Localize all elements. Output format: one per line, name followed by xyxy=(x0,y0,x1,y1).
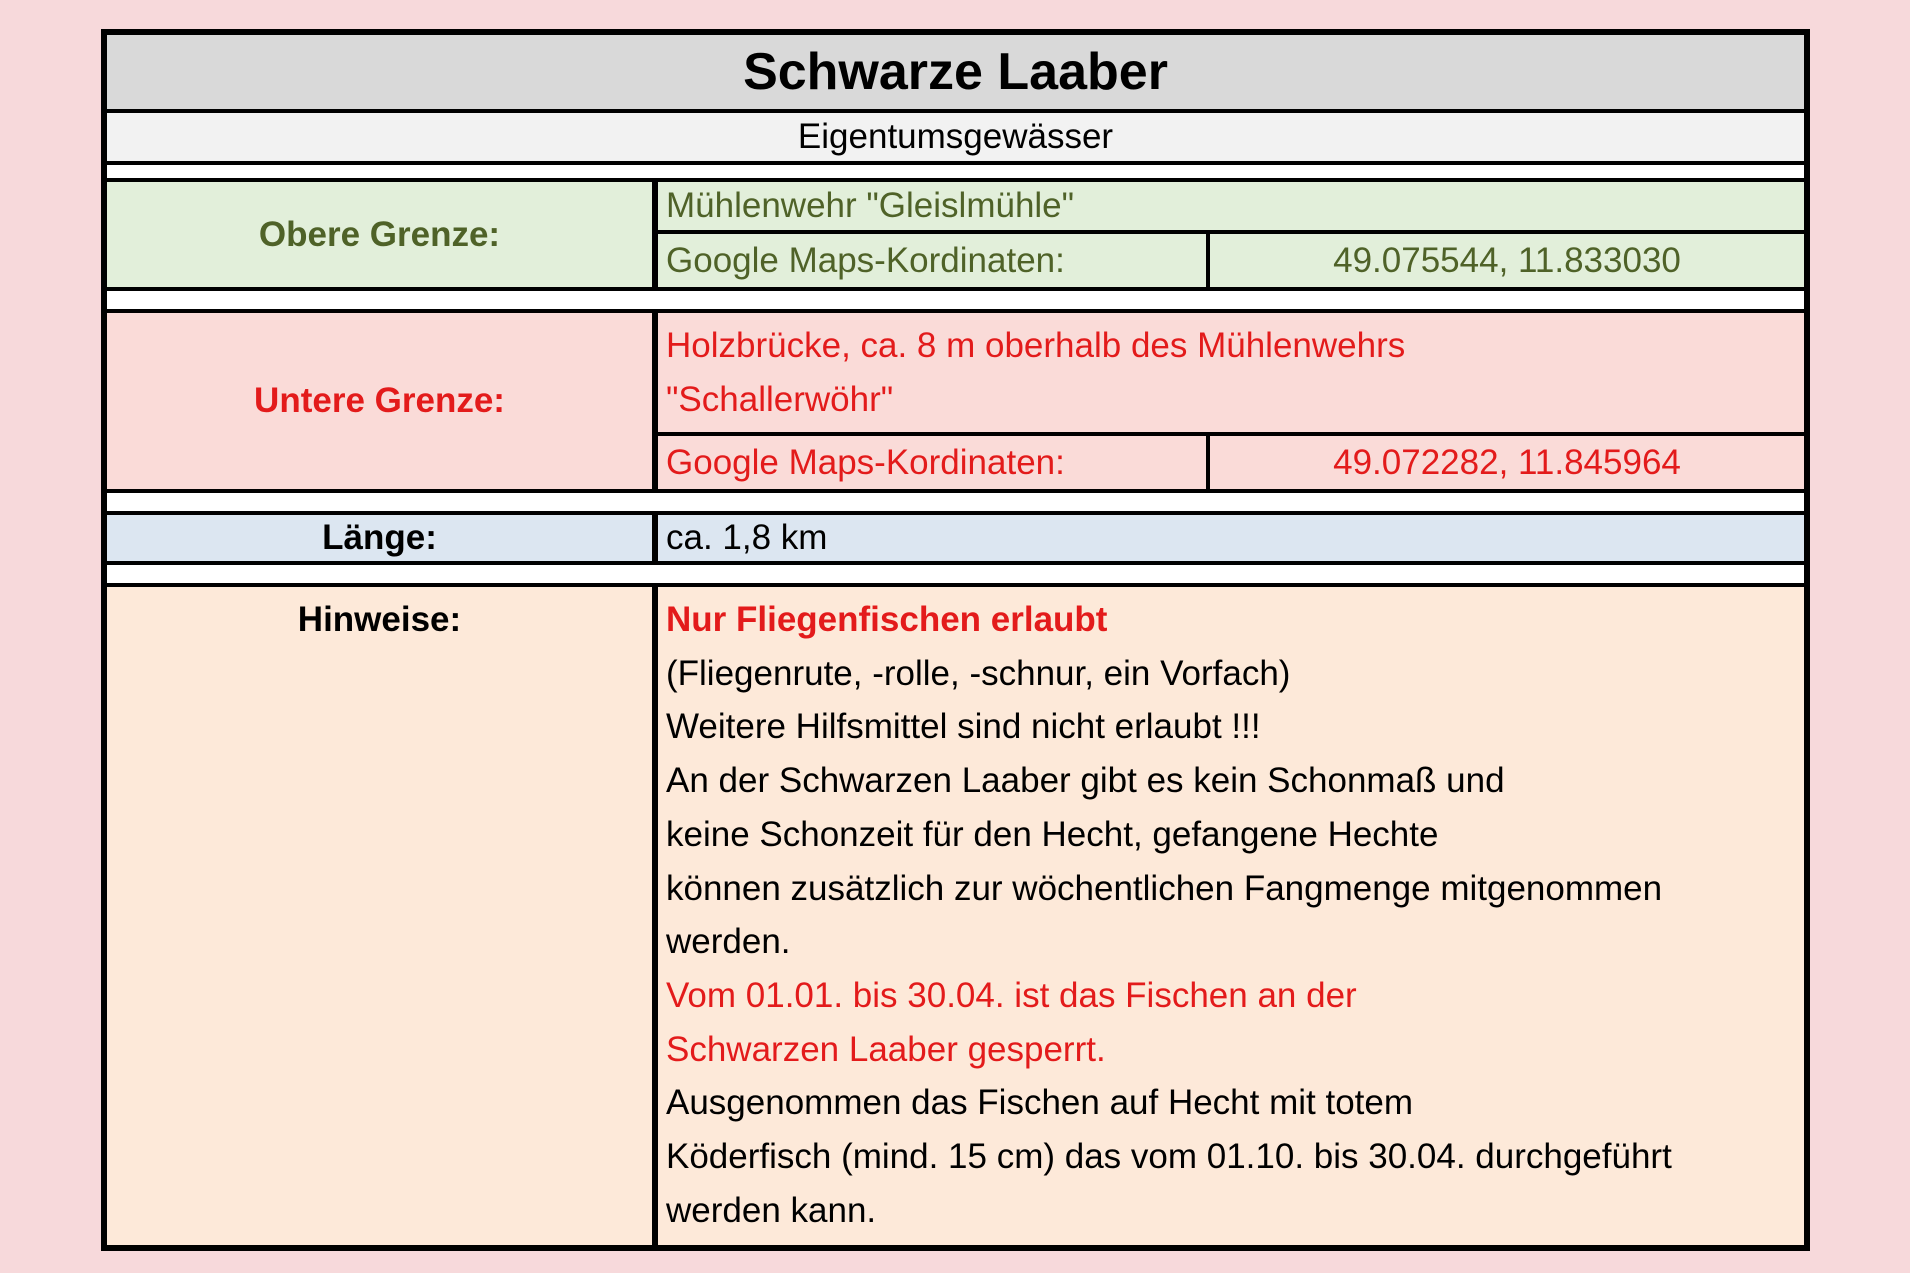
upper-boundary-section xyxy=(107,182,1804,287)
notes-line: werden kann. xyxy=(666,1190,877,1230)
notes-line: Weitere Hilfsmittel sind nicht erlaubt !!! xyxy=(666,707,1261,747)
notes-line: An der Schwarzen Laaber gibt es kein Schonmaß und xyxy=(666,761,1505,801)
length-section xyxy=(107,515,1804,561)
notes-line: keine Schonzeit für den Hecht, gefangene Hechte xyxy=(666,814,1439,854)
notes-line: Köderfisch (mind. 15 cm) das vom 01.10. bis 30.04. durchgeführt xyxy=(666,1137,1672,1177)
lower-location-line: "Schallerwöhr" xyxy=(666,380,894,419)
lower-coord-value: 49.072282, 11.845964 xyxy=(1210,436,1804,489)
notes-line: Nur Fliegenfischen erlaubt xyxy=(666,600,1108,639)
water-info-table xyxy=(101,29,1810,1251)
length-value: ca. 1,8 km xyxy=(658,515,1804,561)
notes-line: Schwarzen Laaber gesperrt. xyxy=(666,1029,1106,1069)
upper-boundary-label: Obere Grenze: xyxy=(107,182,652,287)
notes-label xyxy=(107,587,652,1245)
lower-location-line: Holzbrücke, ca. 8 m oberhalb des Mühlenwehrs xyxy=(666,326,1406,365)
lower-boundary-location xyxy=(658,313,1804,432)
notes-section xyxy=(107,587,1804,1245)
page-title: Schwarze Laaber xyxy=(107,35,1804,109)
upper-boundary-location: Mühlenwehr "Gleislmühle" xyxy=(658,182,1804,230)
lower-coord-label: Google Maps-Kordinaten: xyxy=(658,436,1206,489)
spacer-row xyxy=(107,493,1804,511)
spacer-row xyxy=(107,565,1804,583)
subtitle: Eigentumsgewässer xyxy=(107,113,1804,161)
notes-label-text: Hinweise: xyxy=(297,600,462,639)
notes-line: Vom 01.01. bis 30.04. ist das Fischen an der xyxy=(666,975,1357,1015)
spacer-row xyxy=(107,291,1804,309)
notes-line: Ausgenommen das Fischen auf Hecht mit totem xyxy=(666,1083,1414,1123)
lower-boundary-section xyxy=(107,313,1804,489)
notes-text xyxy=(658,587,1804,1245)
notes-line: werden. xyxy=(666,922,791,962)
notes-line: (Fliegenrute, -rolle, -schnur, ein Vorfach) xyxy=(666,653,1291,693)
notes-line: können zusätzlich zur wöchentlichen Fangmenge mitgenommen xyxy=(666,868,1663,908)
lower-boundary-label: Untere Grenze: xyxy=(107,313,652,489)
spacer-row xyxy=(107,165,1804,178)
upper-coord-label: Google Maps-Kordinaten: xyxy=(658,234,1206,287)
length-label: Länge: xyxy=(107,515,652,561)
upper-coord-value: 49.075544, 11.833030 xyxy=(1210,234,1804,287)
